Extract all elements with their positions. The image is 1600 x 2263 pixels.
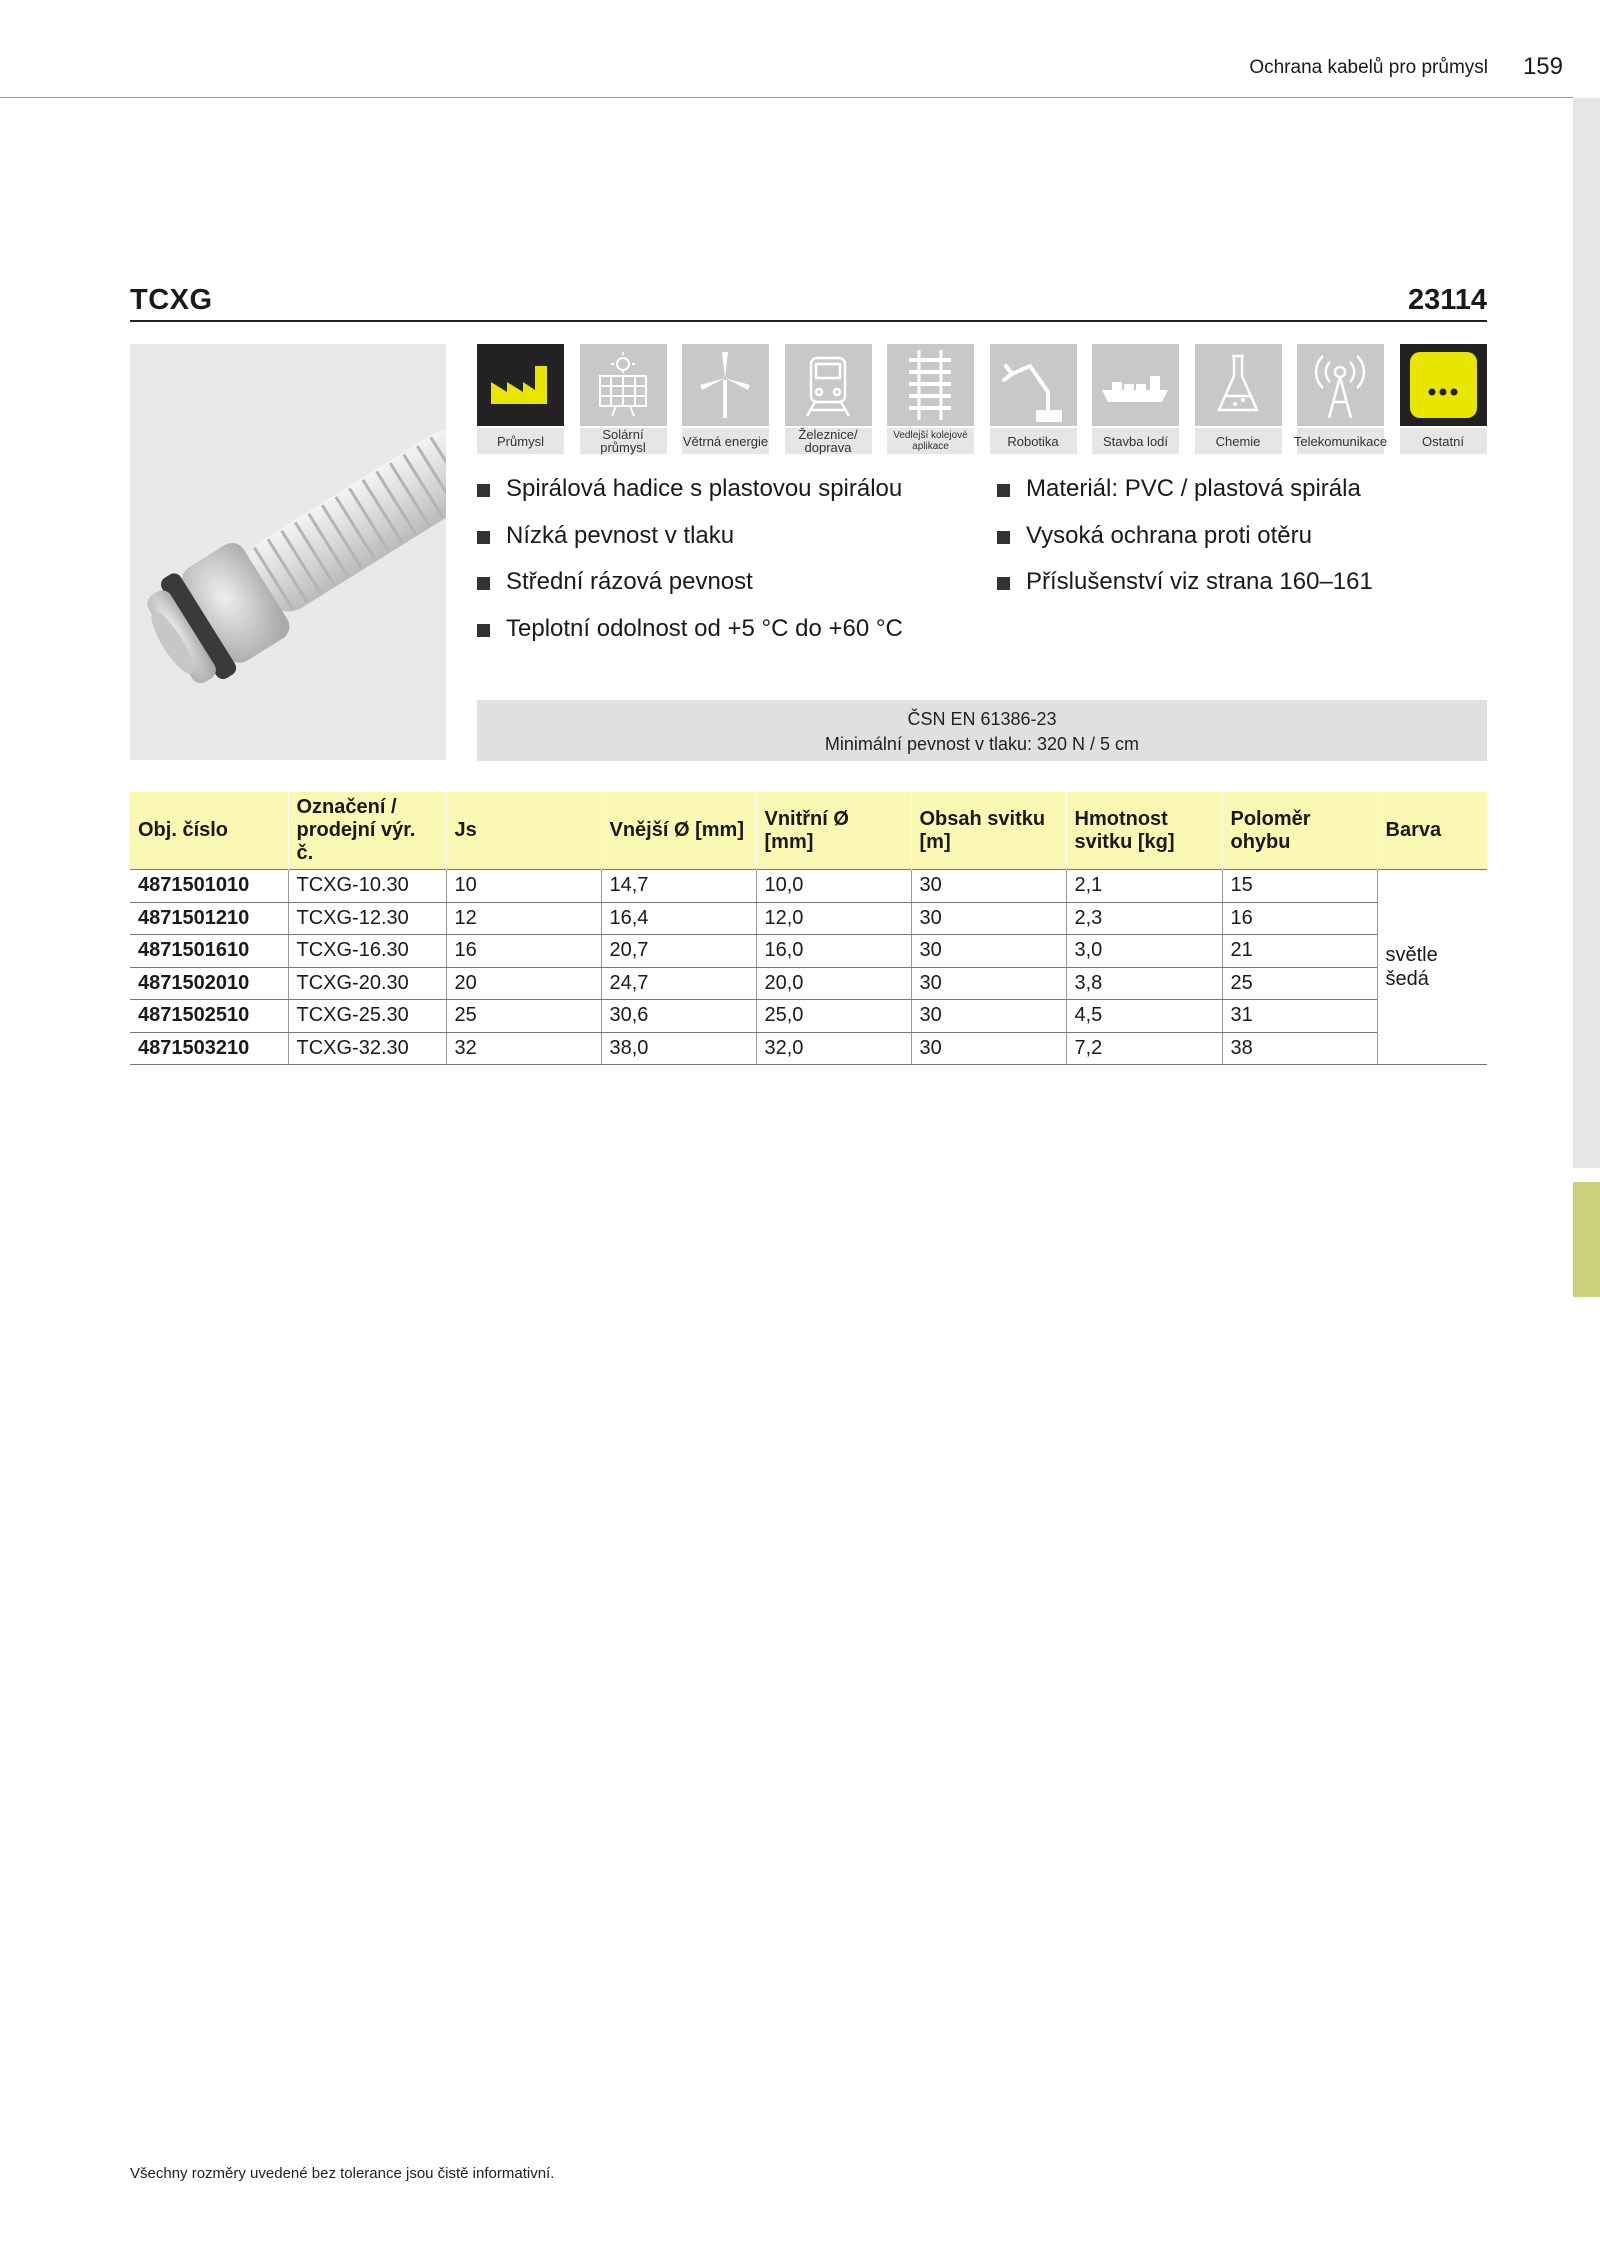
industry-label: Větrná energie [682, 428, 769, 454]
industry-solar-panel [580, 344, 667, 454]
industry-flask [1195, 344, 1282, 454]
table-cell: 14,7 [601, 870, 756, 903]
spiral-hose-image [130, 344, 446, 760]
side-tab-green [1573, 1182, 1600, 1297]
table-cell: TCXG-20.30 [288, 967, 446, 1000]
bullet-square-icon [997, 531, 1010, 544]
column-header: Poloměr ohybu [1222, 792, 1377, 870]
table-cell: 4871503210 [130, 1032, 288, 1065]
table-cell: TCXG-16.30 [288, 935, 446, 968]
column-header: Js [446, 792, 601, 870]
side-tab-gray [1573, 98, 1600, 1168]
table-cell: 10 [446, 870, 601, 903]
column-header: Vnitřní Ø [mm] [756, 792, 911, 870]
industry-antenna [1293, 344, 1388, 454]
table-cell: 30 [911, 1000, 1066, 1033]
table-cell: 2,3 [1066, 902, 1222, 935]
norm-standard: ČSN EN 61386-23 [907, 709, 1057, 729]
table-cell: 30 [911, 1032, 1066, 1065]
table-cell: 7,2 [1066, 1032, 1222, 1065]
table-row [130, 935, 1487, 968]
table-cell: TCXG-25.30 [288, 1000, 446, 1033]
industry-railway-track [887, 344, 974, 454]
table-cell: 38,0 [601, 1032, 756, 1065]
bullet-square-icon [477, 531, 490, 544]
table-cell: TCXG-10.30 [288, 870, 446, 903]
table-cell: 20 [446, 967, 601, 1000]
column-header: Označení / prodejní výr. č. [288, 792, 446, 870]
industry-robot-arm [990, 344, 1077, 454]
flask-icon [1195, 344, 1282, 426]
feature-item [477, 568, 903, 615]
norm-min-pressure: Minimální pevnost v tlaku: 320 N / 5 cm [824, 734, 1140, 754]
table-row [130, 902, 1487, 935]
bullet-square-icon [477, 484, 490, 497]
more-icon [1400, 344, 1487, 426]
bullet-square-icon [997, 577, 1010, 590]
table-row [130, 1032, 1487, 1065]
solar-panel-icon [580, 344, 667, 426]
antenna-icon [1297, 344, 1384, 426]
product-code: 23114 [1407, 284, 1487, 316]
feature-text: Příslušenství viz strana 160–161 [1026, 568, 1373, 595]
table-cell: 38 [1222, 1032, 1377, 1065]
table-cell: 4871502010 [130, 967, 288, 1000]
industry-label: Stavba lodí [1092, 428, 1179, 454]
table-cell: 4871501610 [130, 935, 288, 968]
feature-item [997, 568, 1373, 615]
bullet-square-icon [477, 624, 490, 637]
table-cell: 3,0 [1066, 935, 1222, 968]
railway-track-icon [887, 344, 974, 426]
train-icon [785, 344, 872, 426]
color-cell: světle šedá [1377, 870, 1487, 1065]
feature-item [477, 475, 903, 522]
table-cell: 25 [1222, 967, 1377, 1000]
industry-ship [1092, 344, 1179, 454]
table-cell: 30 [911, 967, 1066, 1000]
industry-label: Chemie [1195, 428, 1282, 454]
header-title: Ochrana kabelů pro průmysl [1249, 57, 1488, 78]
table-cell: 4871501210 [130, 902, 288, 935]
industry-label: Železnice/ doprava [785, 428, 872, 454]
bullet-square-icon [997, 484, 1010, 497]
table-cell: 3,8 [1066, 967, 1222, 1000]
table-cell: 30 [911, 870, 1066, 903]
industry-label: Robotika [990, 428, 1077, 454]
norm-box [477, 700, 1487, 761]
product-name: TCXG [130, 284, 213, 316]
robot-arm-icon [990, 344, 1077, 426]
table-cell: 24,7 [601, 967, 756, 1000]
table-cell: 12 [446, 902, 601, 935]
table-cell: 2,1 [1066, 870, 1222, 903]
table-cell: 30,6 [601, 1000, 756, 1033]
feature-text: Střední rázová pevnost [506, 568, 753, 595]
industry-label: Ostatní [1400, 428, 1487, 454]
table-row [130, 1000, 1487, 1033]
page-number: 159 [1522, 53, 1563, 80]
table-cell: 16 [1222, 902, 1377, 935]
wind-turbine-icon [682, 344, 769, 426]
feature-item [477, 615, 903, 662]
product-photo [130, 344, 446, 760]
table-cell: 10,0 [756, 870, 911, 903]
feature-item [477, 522, 903, 569]
column-header: Obj. číslo [130, 792, 288, 870]
table-row [130, 967, 1487, 1000]
table-cell: 31 [1222, 1000, 1377, 1033]
table-cell: 16 [446, 935, 601, 968]
feature-text: Vysoká ochrana proti otěru [1026, 521, 1312, 549]
table-cell: 20,0 [756, 967, 911, 1000]
industry-label: Vedlejší kolejové aplikace [887, 428, 974, 454]
column-header: Hmotnost svitku [kg] [1066, 792, 1222, 870]
factory-icon [477, 344, 564, 426]
feature-text: Teplotní odolnost od +5 °C do +60 °C [506, 614, 903, 642]
table-row [130, 870, 1487, 903]
footnote: Všechny rozměry uvedené bez tolerance jsou čistě informativní. [130, 2165, 555, 2182]
table-cell: 4871501010 [130, 870, 288, 903]
header-rule [0, 97, 1573, 98]
column-header: Barva [1377, 792, 1487, 870]
table-cell: 32 [446, 1032, 601, 1065]
industry-wind-turbine [682, 344, 769, 454]
table-cell: TCXG-32.30 [288, 1032, 446, 1065]
feature-text: Spirálová hadice s plastovou spirálou [506, 475, 903, 502]
bullet-square-icon [477, 577, 490, 590]
table-cell: 12,0 [756, 902, 911, 935]
title-rule [130, 320, 1487, 322]
table-cell: 4871502510 [130, 1000, 288, 1033]
table-cell: 25,0 [756, 1000, 911, 1033]
table-cell: 20,7 [601, 935, 756, 968]
table-cell: 32,0 [756, 1032, 911, 1065]
table-cell: 30 [911, 902, 1066, 935]
table-cell: 21 [1222, 935, 1377, 968]
industry-more [1400, 344, 1487, 454]
industry-label: Průmysl [477, 428, 564, 454]
column-header: Vnější Ø [mm] [601, 792, 756, 870]
table-cell: TCXG-12.30 [288, 902, 446, 935]
table-cell: 15 [1222, 870, 1377, 903]
features-left [477, 475, 903, 661]
features-right [997, 475, 1373, 615]
table-cell: 30 [911, 935, 1066, 968]
column-header: Obsah svitku [m] [911, 792, 1066, 870]
industry-icons [477, 344, 1487, 454]
feature-item [997, 475, 1373, 522]
table-cell: 16,4 [601, 902, 756, 935]
industry-factory [477, 344, 564, 454]
product-table [130, 792, 1487, 1065]
feature-text: Nízká pevnost v tlaku [506, 521, 735, 549]
industry-label: Telekomunikace [1297, 428, 1384, 454]
table-cell: 4,5 [1066, 1000, 1222, 1033]
table-cell: 25 [446, 1000, 601, 1033]
feature-text: Materiál: PVC / plastová spirála [1026, 475, 1361, 502]
ship-icon [1092, 344, 1179, 426]
industry-train [785, 344, 872, 454]
feature-item [997, 522, 1373, 569]
table-cell: 16,0 [756, 935, 911, 968]
industry-label: Solární průmysl [580, 428, 667, 454]
